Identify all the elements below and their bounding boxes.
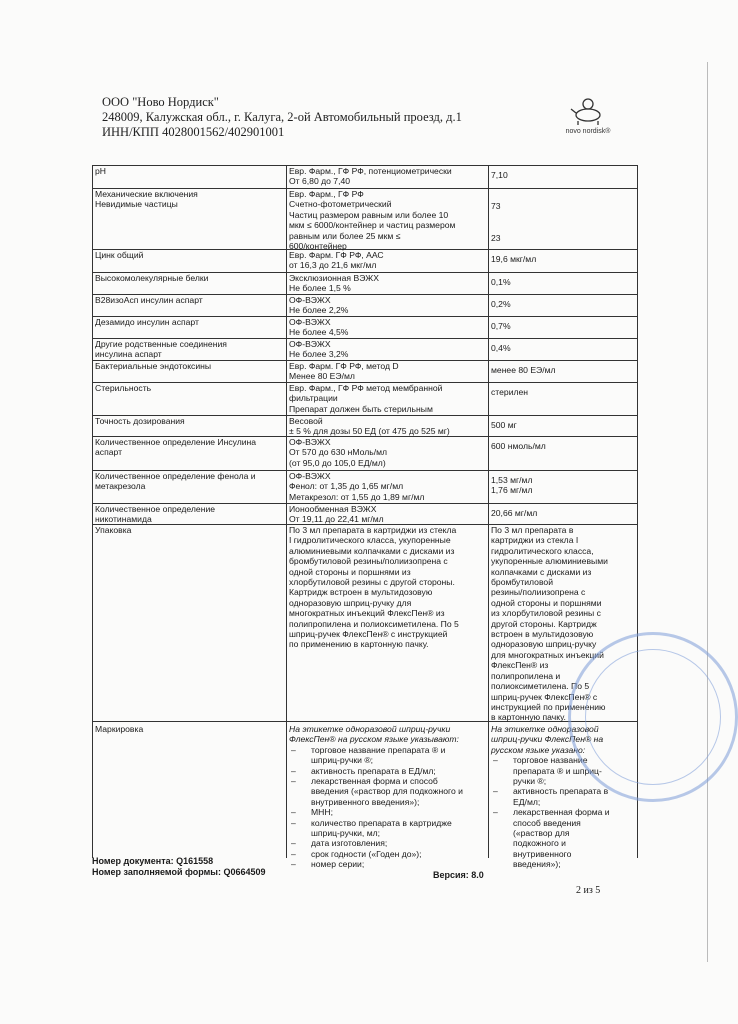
result-text: другой стороны. Картридж <box>491 618 597 629</box>
list-item <box>491 807 635 869</box>
method-text: Не более 3,2% <box>289 349 349 360</box>
result-text: 19,6 мкг/мл <box>491 254 537 264</box>
result-text: менее 80 ЕЭ/мл <box>491 365 556 375</box>
marking-intro-line: ФлексПен® на русском языке указывают: <box>289 734 459 745</box>
table-row <box>93 383 638 416</box>
list-item-line: – дата изготовления; <box>311 838 388 849</box>
result-cell <box>489 361 638 382</box>
result-cell <box>489 416 638 436</box>
method-text: шприц-ручек ФлексПен® с инструкцией <box>289 629 448 640</box>
list-item-line: – МНН; <box>311 807 333 818</box>
method-text: (от 95,0 до 105,0 ЕД/мл) <box>289 457 386 468</box>
method-text: Картридж встроен в мультидозовую <box>289 587 433 598</box>
result-cell <box>489 166 638 188</box>
parameter-text: Количественное определение Инсулина <box>95 437 257 447</box>
logo-text: novo nordisk® <box>565 128 611 135</box>
list-item <box>289 807 486 817</box>
result-cell <box>489 437 638 470</box>
list-item <box>289 859 486 869</box>
list-item-line: подкожного и <box>513 838 566 849</box>
result-text: резины/полиизопрена с <box>491 587 586 598</box>
method-text: Частиц размером равным или более 10 <box>289 209 449 220</box>
result-text: 600 нмоль/мл <box>491 441 546 451</box>
method-cell <box>287 437 489 470</box>
packaging-row <box>93 525 638 722</box>
method-text: одной стороны и поршнями из <box>289 566 411 577</box>
result-text: для многократных инъекций <box>491 649 604 660</box>
result-text: встроен в мультидозовую <box>491 629 594 640</box>
list-item-line: – срок годности («Годен до»); <box>311 848 422 859</box>
list-item-line: – торговое название препарата ® и <box>311 744 446 755</box>
result-text: стерилен <box>491 387 529 397</box>
table-row <box>93 317 638 339</box>
result-text: 0,2% <box>491 299 511 309</box>
list-item-line: («раствор для <box>513 828 570 839</box>
method-text: Эксклюзионная ВЭЖХ <box>289 273 379 283</box>
list-item-line: препарата ® и шприц- <box>513 765 602 776</box>
letterhead <box>102 95 462 140</box>
parameter-cell <box>93 250 287 272</box>
method-text: Не более 1,5 % <box>289 283 351 294</box>
list-item-line: ЕД/мл; <box>513 796 541 807</box>
result-text: 0,4% <box>491 343 511 353</box>
list-item-line: ручки ®; <box>513 776 547 787</box>
method-text: ОФ-ВЭЖХ <box>289 295 331 305</box>
list-item-line: шприц-ручки ®; <box>311 755 374 766</box>
method-text: Евр. Фарм. ГФ РФ, метод D <box>289 361 399 371</box>
result-value <box>491 166 635 180</box>
result-cell <box>489 250 638 272</box>
result-value <box>491 416 635 430</box>
result-text: 0,7% <box>491 321 511 331</box>
list-item-line: введения»); <box>513 859 561 870</box>
result-text: 7,10 <box>491 170 508 180</box>
result-cell <box>489 471 638 503</box>
result-value <box>491 361 635 375</box>
list-item-line: внутривенного <box>513 848 572 859</box>
parameter-text: Невидимые частицы <box>95 199 178 210</box>
marking-intro-line: На этикетке одноразовой <box>491 724 599 734</box>
table-row <box>93 471 638 504</box>
result-text: 500 мг <box>491 420 517 430</box>
list-item <box>289 766 486 776</box>
parameter-cell <box>93 339 287 360</box>
method-cell <box>287 361 489 382</box>
list-item-line: – номер серии; <box>311 859 365 870</box>
parameter-text: Количественное определение <box>95 504 216 514</box>
list-item-line: – лекарственная форма и <box>513 807 610 818</box>
method-text: Счетно-фотометрический <box>289 199 392 210</box>
list-item <box>289 838 486 848</box>
method-text: Фенол: от 1,35 до 1,65 мг/мл <box>289 481 404 492</box>
method-text: фильтрации <box>289 393 338 404</box>
result-value <box>491 295 635 309</box>
result-cell <box>489 504 638 524</box>
list-item-line: внутривенного введения»); <box>311 796 420 807</box>
table-row <box>93 504 638 525</box>
document-version: Версия: 8.0 <box>433 870 484 880</box>
result-text: шприц-ручек ФлексПен® с <box>491 691 598 702</box>
method-text: Препарат должен быть стерильным <box>289 403 433 414</box>
method-cell <box>287 525 489 721</box>
table-row <box>93 295 638 317</box>
parameter-cell <box>93 722 287 858</box>
result-text: полиоксиметилена. По 5 <box>491 681 590 692</box>
list-item-line: – активность препарата в ЕД/мл; <box>311 765 436 776</box>
method-text: Не более 4,5% <box>289 327 349 338</box>
method-text: По 3 мл препарата в картриджи из стекла <box>289 525 457 535</box>
table-row <box>93 437 638 471</box>
novo-nordisk-logo <box>558 95 618 135</box>
table-row <box>93 273 638 295</box>
method-text: одноразовую шприц-ручку для <box>289 597 412 608</box>
result-cell <box>489 273 638 294</box>
parameter-text: Цинк общий <box>95 250 144 260</box>
method-text: полипропилена и полиоксиметилена. По 5 <box>289 618 459 629</box>
company-inn: ИНН/КПП 4028001562/402901001 <box>102 125 285 139</box>
method-text: Евр. Фарм., ГФ РФ <box>289 189 364 199</box>
parameter-cell <box>93 437 287 470</box>
table-row <box>93 250 638 273</box>
result-value <box>491 504 635 518</box>
apis-bull-icon <box>568 95 608 125</box>
list-item <box>289 776 486 807</box>
result-text: ФлексПен® из <box>491 660 549 671</box>
list-item-line: – количество препарата в картридже <box>311 817 452 828</box>
company-name: ООО "Ново Нордиск" <box>102 95 219 109</box>
result-text: 73 <box>491 201 501 211</box>
parameter-cell <box>93 166 287 188</box>
method-text: хлорбутиловой резины с другой стороны. <box>289 577 455 588</box>
result-value <box>491 317 635 331</box>
list-item-line: – торговое название <box>513 755 588 766</box>
method-text: Ионообменная ВЭЖХ <box>289 504 377 514</box>
list-item-line: шприц-ручки, мл; <box>311 828 381 839</box>
parameter-text: pH <box>95 166 106 176</box>
result-text: укупоренные алюминиевыми <box>491 556 608 567</box>
list-item-line: введения («раствор для подкожного и <box>311 786 463 797</box>
list-item-line: способ введения <box>513 817 581 828</box>
company-seal-stamp <box>568 632 738 802</box>
result-text: одной стороны и поршнями <box>491 597 602 608</box>
parameter-text: Механические включения <box>95 189 198 199</box>
method-text: Весовой <box>289 416 323 426</box>
result-cell <box>489 339 638 360</box>
result-value <box>491 383 635 397</box>
method-text: по применению в картонную пачку. <box>289 639 429 650</box>
result-text: 23 <box>491 232 501 243</box>
method-cell <box>287 471 489 503</box>
result-text: колпачками с дисками из <box>491 566 592 577</box>
method-text: алюминиевыми колпачками с дисками из <box>289 545 455 556</box>
result-text: гидролитического класса, <box>491 545 594 556</box>
result-text: одноразовую шприц-ручку <box>491 639 597 650</box>
method-text: 600/контейнер <box>289 241 347 252</box>
result-text: инструкцией по применению <box>491 701 606 712</box>
method-text: ОФ-ВЭЖХ <box>289 317 331 327</box>
company-address: 248009, Калужская обл., г. Калуга, 2-ой Автомобильный проезд, д.1 <box>102 110 462 124</box>
parameter-cell <box>93 416 287 436</box>
method-text: Евр. Фарм., ГФ РФ, потенциометрически <box>289 166 452 176</box>
list-item <box>289 818 486 839</box>
method-cell <box>287 250 489 272</box>
parameter-text: Маркировка <box>95 724 144 734</box>
result-value <box>491 339 635 353</box>
result-text: в картонную пачку. <box>491 712 566 723</box>
method-text: ± 5 % для дозы 50 ЕД (от 475 до 525 мг) <box>289 426 450 437</box>
method-text: ОФ-ВЭЖХ <box>289 471 331 481</box>
result-text: 20,66 мг/мл <box>491 508 538 518</box>
method-text: I гидролитического класса, укупоренные <box>289 535 451 546</box>
method-text: мкм ≤ 6000/контейнер и частиц размером <box>289 220 456 231</box>
method-text: От 6,80 до 7,40 <box>289 176 351 187</box>
method-text: ОФ-ВЭЖХ <box>289 339 331 349</box>
method-cell <box>287 416 489 436</box>
method-cell <box>287 295 489 316</box>
result-value <box>491 437 635 451</box>
list-item <box>289 745 486 766</box>
result-text: 1,76 мг/мл <box>491 485 533 496</box>
method-text: равным или более 25 мкм ≤ <box>289 230 401 241</box>
parameter-cell <box>93 383 287 415</box>
parameter-text: Количественное определение фенола и <box>95 471 256 481</box>
parameter-cell <box>93 317 287 338</box>
method-text: ОФ-ВЭЖХ <box>289 437 331 447</box>
list-item <box>289 849 486 859</box>
method-cell <box>287 317 489 338</box>
list-item-line: – лекарственная форма и способ <box>311 776 438 787</box>
method-text: Евр. Фарм., ГФ РФ метод мембранной <box>289 383 443 393</box>
parameter-text: B28изоАсп инсулин аспарт <box>95 295 203 305</box>
parameter-cell <box>93 361 287 382</box>
result-cell <box>489 317 638 338</box>
method-text: Не более 2,2% <box>289 305 349 316</box>
method-cell <box>287 273 489 294</box>
parameter-text: Другие родственные соединения <box>95 339 227 349</box>
parameter-cell <box>93 189 287 249</box>
method-cell <box>287 504 489 524</box>
parameter-text: никотинамида <box>95 514 152 525</box>
method-cell <box>287 722 489 870</box>
parameter-text: Точность дозирования <box>95 416 185 426</box>
marking-intro-line: русском языке указано: <box>491 744 586 755</box>
parameter-text: Упаковка <box>95 525 132 535</box>
form-number: Номер заполняемой формы: Q0664509 <box>92 867 266 877</box>
table-row <box>93 361 638 383</box>
marking-intro <box>289 724 486 745</box>
result-text: бромбутиловой <box>491 577 553 588</box>
result-text: По 3 мл препарата в <box>491 525 574 535</box>
parameter-text: Стерильность <box>95 383 152 393</box>
parameter-text: инсулина аспарт <box>95 349 162 360</box>
method-text: бромбутиловой резины/полиизопрена с <box>289 556 448 567</box>
table-row <box>93 339 638 361</box>
scan-edge-line <box>707 62 708 962</box>
parameter-cell <box>93 471 287 503</box>
table-row <box>93 166 638 189</box>
parameter-text: Бактериальные эндотоксины <box>95 361 212 371</box>
method-text: многократных инъекций ФлексПен® из <box>289 608 445 619</box>
method-cell <box>287 383 489 415</box>
method-text: от 16,3 до 21,6 мкг/мл <box>289 260 377 271</box>
method-cell <box>287 166 489 188</box>
method-text: Менее 80 ЕЭ/мл <box>289 371 355 382</box>
parameter-cell <box>93 273 287 294</box>
result-cell <box>489 383 638 415</box>
table-row <box>93 416 638 437</box>
parameter-cell <box>93 295 287 316</box>
parameter-cell <box>93 525 287 721</box>
method-cell <box>287 339 489 360</box>
result-value <box>491 273 635 287</box>
result-value <box>491 471 635 496</box>
result-text: из хлорбутиловой резины с <box>491 608 601 619</box>
page-number: 2 из 5 <box>576 885 601 896</box>
method-text: От 570 до 630 нМоль/мл <box>289 447 388 458</box>
parameter-text: аспарт <box>95 447 123 458</box>
table-row <box>93 189 638 250</box>
result-text: полипропилена и <box>491 670 561 681</box>
parameter-text: Высокомолекулярные белки <box>95 273 209 283</box>
method-text: От 19,11 до 22,41 мг/мл <box>289 514 384 525</box>
footer-document-info <box>92 856 265 878</box>
result-cell <box>489 189 638 249</box>
marking-intro-line: На этикетке одноразовой шприц-ручки <box>289 724 451 734</box>
result-value <box>491 250 635 264</box>
parameter-cell <box>93 504 287 524</box>
parameter-text: метакрезола <box>95 481 146 492</box>
method-cell <box>287 189 489 252</box>
parameter-text: Дезамидо инсулин аспарт <box>95 317 199 327</box>
marking-list <box>289 745 486 870</box>
list-item-line: – активность препарата в <box>513 786 609 797</box>
result-text: картриджи из стекла I <box>491 535 579 546</box>
result-text: 0,1% <box>491 277 511 287</box>
marking-intro-line: шприц-ручки ФлексПен® на <box>491 734 604 745</box>
method-text: Евр. Фарм. ГФ РФ, ААС <box>289 250 384 260</box>
document-number: Номер документа: Q161558 <box>92 856 214 866</box>
result-text: 1,53 мг/мл <box>491 475 533 485</box>
method-text: Метакрезол: от 1,55 до 1,89 мг/мл <box>289 491 425 502</box>
result-cell <box>489 295 638 316</box>
